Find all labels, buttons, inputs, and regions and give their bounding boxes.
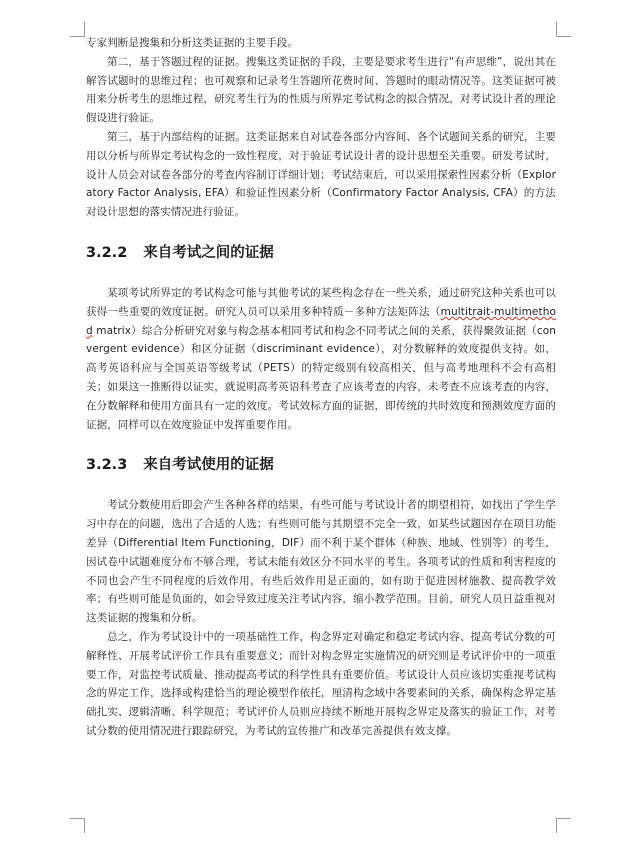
paragraph-response-process: 第二，基于答题过程的证据。搜集这类证据的手段，主要是要求考生进行“有声思维”，说出其在解答试题时的思维过程；也可观察和记录考生答题所花费时间、答题时的眼动情况等。这类证据可被用来分析考生的思维过程，研究考生行为的性质与所界定考试构念的拟合情况，对考试设计者的理论假设进行验证。 (86, 55, 556, 125)
section-heading-3-2-3 (86, 455, 556, 475)
paragraph-summary: 总之，作为考试设计中的一项基础性工作，构念界定对确定和稳定考试内容、提高考试分数的可解释性、开展考试评价工作具有重要意义；而针对构念界定实施情况的研究则是考试评价中的一项重要工作，对监控考试质量、推动提高考试的科学性具有重要价值。考试设计人员应该切实重视考试构念的界定工作，选择或构建恰当的理论模型作依托，厘清构念域中各要素间的关系，确保构念界定基础扎实、逻辑清晰、科学规范；考试评价人员则应持续不断地开展构念界定及落实的验证工作，对考试分数的使用情况进行跟踪研究，为考试的宣传推广和改革完善提供有效支撑。 (86, 630, 556, 737)
crop-mark-bottom-left (70, 818, 85, 833)
paragraph-expert-judgment: 专家判断是搜集和分析这类证据的主要手段。 (86, 37, 298, 49)
paragraph-text: 某项考试所界定的考试构念可能与其他考试的某些构念存在一些关系，通过研究这种关系也可以获得一些重要的效度证据。研究人员可以采用多种特质－多种方法矩阵法（ (86, 286, 556, 318)
underlined-term: multitrait-multimethod (86, 305, 556, 337)
document-body (86, 34, 556, 741)
section-title: 来自考试使用的证据 (143, 457, 274, 474)
section-title: 来自考试之间的证据 (143, 244, 274, 261)
paragraph-internal-structure: 第三，基于内部结构的证据。这类证据来自对试卷各部分内容间、各个试题间关系的研究，主要用以分析与所界定考试构念的一致性程度，对于验证考试设计者的设计思想至关重要。研发考试时，设计人员会对试卷各部分的考查内容制订详细计划；考试结束后，可以采用探索性因素分析（Exploratory Factor Analysis, EFA）和验证性因素分析（Confirmatory Factor Analysis, CFA）的方法对设计思想的落实情况进行验证。 (86, 130, 556, 219)
section-heading-3-2-2 (86, 243, 556, 263)
paragraph-text: matrix）综合分析研究对象与构念基本相同考试和构念不同考试之间的关系，获得聚敛证据（convergent evidence）和区分证据（discriminant evidence），对分数解释的效度提供支持。如，高考英语科应与全国英语等级考试（PETS）的特定级别有较高相关，但与高考地理科不会有高相关；如果这一推断得以证实，就说明高考英语科考查了应该考查的内容，未考查不应该考查的内容，在分数解释和使用方面具有一定的效度。考试效标方面的证据，即传统的共时效度和预测效度方面的证据，同样可以在效度验证中发挥重要作用。 (86, 324, 556, 431)
crop-mark-top-right (556, 22, 571, 37)
paragraph-between-tests (86, 284, 556, 434)
paragraph-test-use: 考试分数使用后即会产生各种各样的结果，有些可能与考试设计者的期望相符，如找出了学生学习中存在的问题，选出了合适的人选；有些则可能与其期望不完全一致，如某些试题因存在项目功能差异（Differential Item Functioning，DIF）而不利于某个群体（种族、地域、性别等）的考生，因试卷中试题难度分布不够合理，考试未能有效区分不同水平的考生。各项考试的性质和利害程度的不同也会产生不同程度的后效作用，有些后效作用是正面的，如有助于促进因材施教、提高教学效率；有些则可能是负面的，如会导致过度关注考试内容，缩小教学范围。目前，研究人员日益重视对这类证据的搜集和分析。 (86, 499, 556, 625)
section-number: 3.2.3 (86, 457, 128, 474)
crop-mark-bottom-right (556, 818, 571, 833)
section-number: 3.2.2 (86, 244, 128, 261)
crop-mark-top-left (70, 22, 85, 37)
